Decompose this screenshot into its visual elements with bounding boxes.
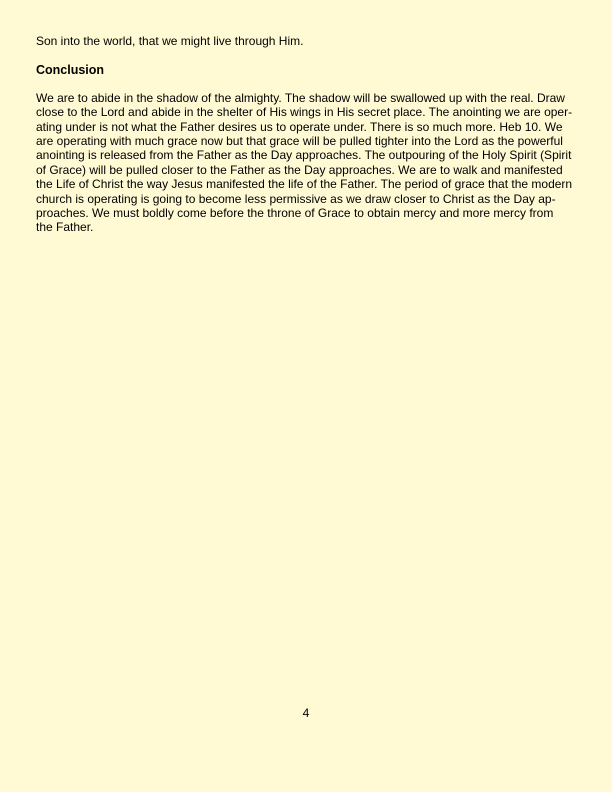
paragraph-line: close to the Lord and abide in the shelter of His wings in His secret place. The anointing we are oper- (36, 105, 573, 120)
paragraph-line: of Grace) will be pulled closer to the Father as the Day approaches. We are to walk and manifested (36, 162, 563, 177)
document-page (36, 34, 576, 235)
lead-text: Son into the world, that we might live through Him. (36, 34, 304, 48)
paragraph-line: anointing is released from the Father as the Day approaches. The outpouring of the Holy Spirit (Spirit (36, 148, 572, 163)
paragraph-line: the Father. (36, 220, 94, 235)
page-number: 4 (302, 706, 310, 720)
paragraph-line: church is operating is going to become less permissive as we draw closer to Christ as the Day ap- (36, 191, 556, 206)
paragraph-line: We are to abide in the shadow of the almighty. The shadow will be swallowed up with the real. Draw (36, 90, 565, 105)
paragraph-line: ating under is not what the Father desires us to operate under. There is so much more. Heb 10. We (36, 119, 563, 134)
section-heading-conclusion: Conclusion (36, 63, 105, 78)
conclusion-paragraph (36, 91, 576, 235)
paragraph-line: proaches. We must boldly come before the throne of Grace to obtain mercy and more mercy from (36, 206, 554, 221)
paragraph-line: are operating with much grace now but that grace will be pulled tighter into the Lord as the powerful (36, 134, 563, 149)
paragraph-line: the Life of Christ the way Jesus manifested the life of the Father. The period of grace that the modern (36, 177, 573, 192)
